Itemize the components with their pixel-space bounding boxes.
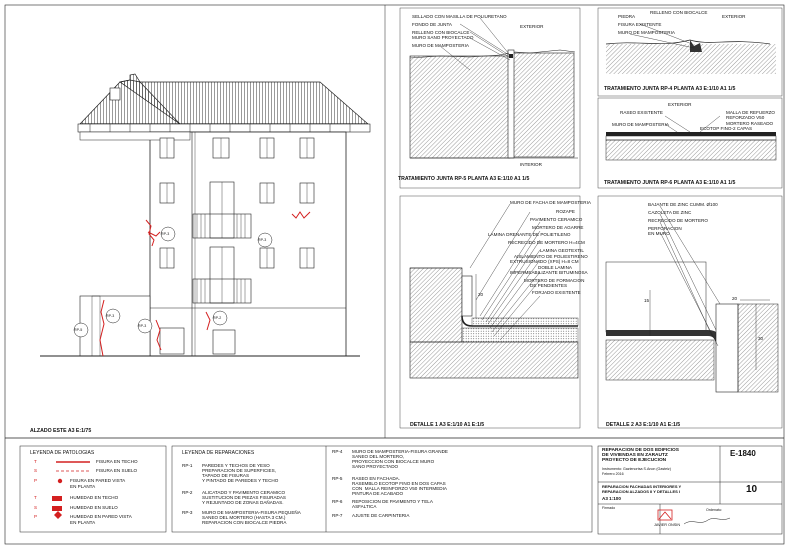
rep-text-7: AJUSTE DE CARPINTERIA: [352, 513, 410, 518]
d1-label-9: EXTRUSIONADO (XPS) H=8 CM: [510, 259, 579, 264]
path-code-6: P: [34, 514, 38, 519]
d1-label-10: DOBLE LAMINA: [538, 265, 572, 270]
rep-code-4: RP-4: [332, 449, 343, 454]
tb-author: JAVIER ONSIN: [654, 523, 681, 527]
d2-label-4: PERFORACION: [648, 226, 682, 231]
building-elevation: [40, 74, 370, 356]
d1-label-2: ROZAPE: [556, 209, 575, 214]
d2-dim-3: 30: [758, 336, 764, 341]
rep-code-2: RP-2: [182, 490, 193, 495]
rp6-label-2: MALLA DE REFUERZO: [726, 110, 776, 115]
path-label-2: FISURA EN SUELO: [96, 468, 138, 473]
d2-label-3: RECRECIDO DE MORTERO: [648, 218, 708, 223]
rp6-label-6: ECOTOP FINO-2 CAPAS: [700, 126, 753, 131]
elevation-title: ALZADO ESTE A3 E:1/75: [30, 428, 92, 434]
rep-text-4: MURO DE MAMPOSTERIA-FISURA GRANDE SANEO DEL MORTERO, PROYECCION CON BIOCALCE MURO SANO PROYECTADO: [352, 449, 448, 470]
d1-label-1: MURO DE FACHA DE MAMPOSTERIA: [510, 200, 591, 205]
rp4-label-3: FISURA EXISTENTE: [618, 22, 662, 27]
d1-label-3: PAVIMENTO CERAMICO: [530, 217, 583, 222]
rp4-label-2: PIEDRA: [618, 14, 636, 19]
rp4-exterior: EXTERIOR: [722, 14, 746, 19]
rp6-label-3: REFORZADO V50: [726, 115, 765, 120]
rp5-label-4: MURO SANO PROYECTADO: [412, 35, 474, 40]
path-code-5: S: [34, 505, 38, 510]
tb-project: REPARACION DE DOS EDIFICIOS DE VIVIENDAS EN ZARAUTZ PROYECTO DE EJECUCION: [602, 448, 679, 464]
rep-code-7: RP-7: [332, 513, 343, 518]
detail2-drawing: [598, 196, 782, 428]
rep-code-6: RP-6: [332, 499, 343, 504]
rp5-label-2: FONDO DE JUNTA: [412, 22, 452, 27]
path-label-6: HUMEDAD EN PARED VISTA EN PLANTA: [70, 514, 132, 525]
d2-title: DETALLE 2 A3 E:1/10 A1 E:1/5: [606, 422, 681, 428]
tb-date: Febrero 2016: [602, 472, 624, 476]
d1-label-4: MORTERO DE AGARRE: [532, 225, 584, 230]
tag-5: RP-3: [106, 314, 115, 318]
rp4-title: TRATAMIENTO JUNTA RP-4 PLANTA A3 E:1/10 A1 1/5: [604, 86, 736, 92]
tb-number: 10: [746, 484, 758, 495]
d1-label-8: AISLAMIENTO DE POLIESTIRENO: [514, 254, 588, 259]
d1-label-13: DE PENDIENTES: [530, 283, 568, 288]
path-code-4: T: [34, 495, 37, 500]
tb-code: E-1840: [730, 449, 756, 458]
rp6-label-4: MURO DE MAMPOSTERIA: [612, 122, 669, 127]
legend-repairs-title: LEYENDA DE REPARACIONES: [182, 450, 255, 456]
path-label-4: HUMEDAD EN TECHO: [70, 495, 119, 500]
tb-scale: A3 1:100: [602, 496, 621, 501]
d1-label-14: FORJADO EXISTENTE: [532, 290, 581, 295]
tb-sheet-tag: Ordenatu:: [706, 508, 722, 512]
path-code-2: S: [34, 468, 38, 473]
rep-code-5: RP-5: [332, 476, 343, 481]
rp6-label-1: RASEO EXISTENTE: [620, 110, 663, 115]
tag-6: RP-5: [74, 328, 83, 332]
path-code-3: P: [34, 478, 38, 483]
path-label-1: FISURA EN TECHO: [96, 459, 138, 464]
tag-2: RP-3: [258, 238, 267, 242]
rp5-label-5: MURO DE MAMPOSTERIA: [412, 43, 469, 48]
rep-code-1: RP-1: [182, 463, 193, 468]
tb-client: Instrumento: Gaztenortsa S.Anon (Gasteiz): [602, 467, 671, 471]
rp5-interior: INTERIOR: [520, 162, 542, 167]
d2-dim-1: 20: [732, 296, 738, 301]
legend-pathology-title: LEYENDA DE PATOLOGIAS: [30, 450, 95, 456]
signature: [684, 518, 730, 524]
rp5-label-3: RELLENO CON BIOCALCE: [412, 30, 470, 35]
rep-text-1: PAREDES Y TECHOS DE YESO PREPARACION DE SUPERFICIES, TAPADO DE FISURAS Y PINTADO DE PAREDES Y TECHO: [202, 463, 279, 484]
d2-dim-2: 15: [644, 298, 650, 303]
rep-code-3: RP-3: [182, 510, 193, 515]
tag-1: RP-3: [161, 232, 170, 236]
tag-4: RP-3: [138, 324, 147, 328]
rep-text-5: RASEO EN FACHADA. RASEMBLO ECOTOP FINO EN DOS CAPAS CON MALLA REINFORZO V50 INTERMEDIA PINTURA DE ACABADO: [352, 476, 447, 497]
d1-label-7: LAMINA GEOTEXTIL: [540, 248, 584, 253]
tag-3: RP-2: [213, 316, 222, 320]
detail1-drawing: [400, 196, 583, 428]
d2-label-2: CAZOLETA DE ZINC: [648, 210, 692, 215]
rp6-label-5: MORTERO RASEADO: [726, 121, 774, 126]
d1-label-5: LAMINA DRENANTE DE POLIETILENO: [488, 232, 571, 237]
rep-text-6: REPOSICION DE PAVIMENTO Y TELA ASFALTICA: [352, 499, 433, 510]
rp6-title: TRATAMIENTO JUNTA RP-6 PLANTA A3 E:1/10 A1 1/5: [604, 180, 736, 186]
tb-sig: Firmado: [602, 506, 616, 510]
tb-drawing-title: REPARACION FACHADAS INTERIORES Y REPARACION ALZADOS II Y DETALLES I: [602, 484, 682, 495]
rp4-label-1: RELLENO CON BIOCALCE: [650, 10, 708, 15]
d2-label-5: EN MURO: [648, 231, 670, 236]
rp5-title: TRATAMIENTO JUNTA RP-5 PLANTA A3 E:1/10 A1 1/5: [398, 176, 530, 182]
rp5-exterior: EXTERIOR: [520, 24, 544, 29]
path-label-3: FISURA EN PARED VISTA EN PLANTA: [70, 478, 125, 489]
rp4-label-4: MURO DE MAMPOSTERIA: [618, 30, 675, 35]
d1-label-12: MORTERO DE FORMACION: [524, 278, 585, 283]
path-label-5: HUMEDAD EN SUELO: [70, 505, 118, 510]
rep-text-2: ALICATADO Y PAVIMENTO CERAMICO SUSTITUCION DE PIEZAS FISURADAS Y REJUNTADO DE ZONAS DAÑADAS.: [202, 490, 286, 506]
rp5-label-1: SELLADO CON MASILLA DE POLIURETANO: [412, 14, 507, 19]
rp6-exterior: EXTERIOR: [668, 102, 692, 107]
d2-label-1: BAJANTE DE ZINC CUMM. Ø100: [648, 202, 718, 207]
d1-label-6: RECRECIDO DE MORTERO H=4CM: [508, 240, 585, 245]
path-code-1: T: [34, 459, 37, 464]
d1-title: DETALLE 1 A3 E:1/10 A1 E:1/5: [410, 422, 485, 428]
d1-dim: 20: [478, 292, 484, 297]
d1-label-11: IMPERMEABILIZANTE BITUMINOSA: [510, 270, 588, 275]
rep-text-3: MURO DE MAMPOSTERIA-FISURA PEQUEÑA SANEO DEL MORTERO (HASTA 3 CM.) REPARACION CON BIOCALCE PIEDRA: [202, 510, 301, 526]
